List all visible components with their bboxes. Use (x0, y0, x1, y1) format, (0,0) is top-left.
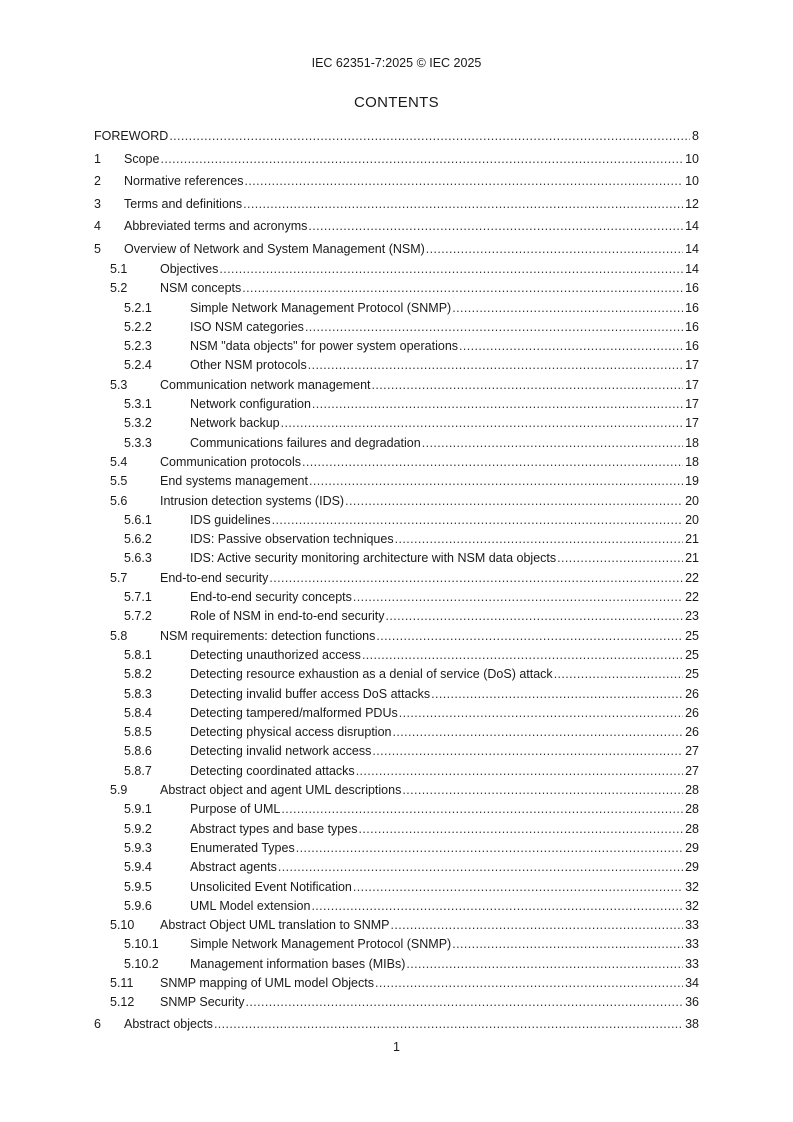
toc-dot-leader (393, 723, 684, 742)
toc-dot-leader (272, 511, 683, 530)
toc-entry-number: 5.8.3 (124, 686, 152, 701)
toc-entry-title: Detecting tampered/malformed PDUs (190, 705, 398, 720)
toc-dot-leader (169, 125, 690, 148)
toc-entry[interactable] (94, 665, 699, 684)
toc-entry-title: Abstract Object UML translation to SNMP (160, 918, 390, 933)
toc-entry-page: 16 (685, 339, 699, 354)
toc-entry[interactable] (94, 318, 699, 337)
toc-entry[interactable] (94, 588, 699, 607)
toc-entry-number: 5.12 (110, 995, 135, 1010)
toc-entry-title: Intrusion detection systems (IDS) (160, 493, 345, 508)
toc-dot-leader (245, 170, 684, 193)
toc-dot-leader (399, 704, 683, 723)
toc-entry-title: IDS: Passive observation techniques (190, 532, 394, 547)
toc-entry-number: 5.2.4 (124, 358, 152, 373)
toc-entry-number: 6 (94, 1016, 101, 1031)
toc-entry-page: 21 (685, 551, 699, 566)
toc-entry-number: 5.8 (110, 628, 128, 643)
toc-dot-leader (281, 800, 683, 819)
toc-entry-title: Objectives (160, 262, 219, 276)
toc-entry[interactable] (94, 125, 699, 148)
toc-entry-title: Simple Network Management Protocol (SNMP) (190, 300, 452, 315)
toc-entry-number: 5.3 (110, 377, 128, 392)
toc-entry-number: 5.1 (110, 262, 128, 276)
toc-entry-page: 14 (685, 262, 699, 276)
page-number: 1 (393, 1040, 400, 1054)
toc-dot-leader (372, 376, 684, 395)
toc-entry-title: NSM requirements: detection functions (160, 628, 376, 643)
toc-entry[interactable] (94, 569, 699, 588)
toc-entry[interactable] (94, 704, 699, 723)
toc-dot-leader (402, 781, 683, 800)
toc-entry[interactable] (94, 193, 699, 216)
toc-entry-title: Other NSM protocols (190, 358, 307, 373)
toc-entry[interactable] (94, 472, 699, 491)
toc-entry-page: 38 (685, 1016, 699, 1031)
toc-entry-page: 17 (685, 377, 699, 392)
toc-entry-page: 12 (685, 196, 699, 211)
toc-entry-page: 23 (685, 609, 699, 624)
toc-entry-title: Detecting unauthorized access (190, 647, 361, 662)
toc-entry-page: 22 (685, 570, 699, 585)
toc-entry-number: 5.2 (110, 281, 128, 296)
toc-entry-number: 5.9.4 (124, 860, 152, 875)
toc-entry-number: 5.2.1 (124, 300, 152, 315)
toc-dot-leader (246, 993, 684, 1012)
toc-entry-page: 18 (685, 435, 699, 450)
toc-entry-number: 4 (94, 219, 101, 233)
toc-dot-leader (431, 685, 683, 704)
toc-entry-title: SNMP mapping of UML model Objects (160, 975, 374, 990)
toc-entry[interactable] (94, 356, 699, 375)
toc-entry-number: 5.11 (110, 975, 134, 990)
toc-entry-title: Role of NSM in end-to-end security (190, 609, 385, 624)
toc-entry-page: 20 (685, 493, 699, 508)
toc-entry-title: Communication network management (160, 377, 371, 392)
toc-entry[interactable] (94, 170, 699, 193)
toc-dot-leader (353, 588, 683, 607)
toc-entry[interactable] (94, 215, 699, 238)
page-title: CONTENTS (354, 94, 439, 111)
toc-dot-leader (278, 858, 683, 877)
toc-entry-number: 5.7.1 (124, 590, 152, 605)
toc-entry-page: 32 (685, 879, 699, 894)
toc-entry[interactable] (94, 492, 699, 511)
toc-dot-leader (345, 492, 683, 511)
toc-dot-leader (376, 627, 683, 646)
toc-entry-number: 5.10.2 (124, 956, 159, 971)
toc-entry-title: Abstract objects (124, 1016, 213, 1031)
toc-entry-title: Detecting coordinated attacks (190, 763, 355, 778)
toc-entry[interactable] (94, 530, 699, 549)
toc-entry-title: Abstract object and agent UML descriptions (160, 783, 402, 798)
toc-entry-title: End-to-end security concepts (190, 590, 352, 605)
toc-entry-number: 5.2.3 (124, 339, 152, 354)
toc-entry-number: 5.9.3 (124, 840, 152, 855)
toc-entry-page: 33 (685, 918, 699, 933)
toc-dot-leader (160, 148, 683, 171)
toc-entry[interactable] (94, 839, 699, 858)
toc-entry[interactable] (94, 800, 699, 819)
toc-entry-number: 5.8.5 (124, 725, 152, 740)
toc-entry-number: 5.3.2 (124, 416, 152, 431)
toc-entry-page: 33 (685, 956, 699, 971)
toc-entry[interactable] (94, 279, 699, 298)
toc-entry-page: 36 (685, 995, 699, 1010)
toc-entry[interactable] (94, 627, 699, 646)
toc-entry-title: SNMP Security (160, 995, 245, 1010)
toc-dot-leader (353, 878, 683, 897)
toc-entry-number: 5.2.2 (124, 319, 152, 334)
toc-entry-page: 22 (685, 590, 699, 605)
toc-entry-number: 5.6.3 (124, 551, 152, 566)
page-header: IEC 62351-7:2025 © IEC 2025 (311, 56, 482, 70)
toc-entry-title: ISO NSM categories (190, 319, 304, 334)
toc-entry-number: 5.6 (110, 493, 128, 508)
toc-entry-title: Detecting invalid network access (190, 744, 372, 759)
toc-entry-page: 18 (685, 454, 699, 469)
toc-dot-leader (386, 607, 684, 626)
toc-entry[interactable] (94, 395, 699, 414)
toc-entry-number: 5.9.2 (124, 821, 152, 836)
toc-entry[interactable] (94, 820, 699, 839)
toc-entry[interactable] (94, 762, 699, 781)
toc-entry[interactable] (94, 376, 699, 395)
toc-entry[interactable] (94, 646, 699, 665)
toc-entry[interactable] (94, 453, 699, 472)
toc-entry[interactable] (94, 549, 699, 568)
toc-entry-page: 33 (685, 937, 699, 952)
toc-dot-leader (557, 549, 683, 568)
toc-dot-leader (312, 395, 683, 414)
toc-entry[interactable] (94, 897, 699, 916)
toc-entry[interactable] (94, 993, 699, 1012)
toc-entry-title: FOREWORD (94, 129, 169, 143)
toc-dot-leader (390, 916, 683, 935)
toc-entry[interactable] (94, 878, 699, 897)
toc-entry[interactable] (94, 299, 699, 318)
toc-entry[interactable] (94, 935, 699, 954)
toc-entry[interactable] (94, 260, 699, 279)
toc-entry-title: Normative references (124, 174, 244, 188)
toc-dot-leader (406, 955, 683, 974)
toc-entry[interactable] (94, 511, 699, 530)
toc-entry-title: NSM concepts (160, 281, 242, 296)
toc-entry-number: 5.3.3 (124, 435, 152, 450)
toc-entry-title: IDS guidelines (190, 512, 271, 527)
toc-entry-title: Overview of Network and System Management (NSM) (124, 241, 425, 256)
toc-dot-leader (242, 279, 683, 298)
toc-dot-leader (309, 472, 683, 491)
toc-dot-leader (281, 414, 683, 433)
toc-dot-leader (269, 569, 683, 588)
toc-entry[interactable] (94, 916, 699, 935)
toc-entry[interactable] (94, 685, 699, 704)
toc-dot-leader (426, 238, 683, 261)
toc-dot-leader (452, 299, 683, 318)
toc-entry-page: 14 (685, 241, 699, 256)
toc-entry-title: Communication protocols (160, 454, 302, 469)
toc-entry-page: 16 (685, 300, 699, 315)
toc-entry-title: Detecting physical access disruption (190, 725, 392, 740)
toc-entry-title: Management information bases (MIBs) (190, 956, 406, 971)
toc-dot-leader (356, 762, 683, 781)
toc-entry-page: 26 (685, 686, 699, 701)
toc-entry-page: 28 (685, 783, 699, 798)
toc-entry-number: 5.9.5 (124, 879, 152, 894)
toc-entry-page: 19 (685, 474, 699, 489)
toc-entry-page: 17 (685, 416, 699, 431)
toc-entry-number: 5.7 (110, 570, 128, 585)
toc-entry-page: 27 (685, 744, 699, 759)
toc-entry-title: UML Model extension (190, 898, 311, 913)
toc-entry-page: 26 (685, 725, 699, 740)
toc-entry-page: 32 (685, 898, 699, 913)
toc-entry-title: End systems management (160, 474, 308, 489)
toc-dot-leader (305, 318, 683, 337)
toc-dot-leader (395, 530, 684, 549)
toc-entry[interactable] (94, 858, 699, 877)
toc-entry[interactable] (94, 1013, 699, 1036)
toc-entry-title: Abstract types and base types (190, 821, 358, 836)
toc-entry-page: 17 (685, 358, 699, 373)
toc-entry-title: Network backup (190, 416, 280, 431)
toc-entry-page: 17 (685, 397, 699, 412)
toc-dot-leader (452, 935, 683, 954)
toc-entry-title: NSM "data objects" for power system operations (190, 339, 459, 354)
toc-entry[interactable] (94, 742, 699, 761)
toc-entry-number: 5.10.1 (124, 937, 159, 952)
toc-entry-title: IDS: Active security monitoring architecture with NSM data objects (190, 551, 557, 566)
toc-entry-number: 1 (94, 151, 101, 166)
toc-entry-page: 29 (685, 860, 699, 875)
toc-entry-page: 16 (685, 319, 699, 334)
toc-entry-number: 5.8.7 (124, 763, 152, 778)
toc-entry-title: Detecting invalid buffer access DoS attacks (190, 686, 431, 701)
toc-entry-page: 16 (685, 281, 699, 296)
toc-entry-page: 26 (685, 705, 699, 720)
toc-entry[interactable] (94, 148, 699, 171)
toc-entry-number: 5.6.1 (124, 512, 152, 527)
toc-dot-leader (302, 453, 683, 472)
toc-entry-page: 34 (685, 975, 699, 990)
toc-entry[interactable] (94, 781, 699, 800)
toc-dot-leader (362, 646, 683, 665)
toc-entry-number: 5.7.2 (124, 609, 152, 624)
toc-entry[interactable] (94, 238, 699, 261)
toc-entry[interactable] (94, 414, 699, 433)
toc-entry-page: 21 (685, 532, 699, 547)
toc-entry[interactable] (94, 974, 699, 993)
toc-entry-page: 8 (692, 129, 699, 143)
toc-entry[interactable] (94, 955, 699, 974)
toc-entry-page: 10 (685, 151, 699, 166)
toc-entry-title: Detecting resource exhaustion as a denial of service (DoS) attack (190, 667, 553, 682)
toc-entry-title: Simple Network Management Protocol (SNMP) (190, 937, 452, 952)
toc-entry-number: 5.6.2 (124, 532, 152, 547)
toc-entry-number: 5.9.6 (124, 898, 152, 913)
toc-entry-title: Terms and definitions (124, 196, 243, 211)
toc-dot-leader (296, 839, 683, 858)
toc-entry-number: 5 (94, 241, 101, 256)
toc-dot-leader (459, 337, 683, 356)
toc-entry-title: Unsolicited Event Notification (190, 879, 352, 894)
toc-entry-page: 27 (685, 763, 699, 778)
toc-entry-number: 5.5 (110, 474, 128, 489)
toc-dot-leader (375, 974, 683, 993)
toc-dot-leader (358, 820, 683, 839)
toc-entry-title: Network configuration (190, 397, 311, 412)
toc-dot-leader (243, 193, 683, 216)
toc-dot-leader (372, 742, 683, 761)
toc-dot-leader (422, 434, 683, 453)
toc-entry[interactable] (94, 607, 699, 626)
toc-entry-page: 25 (685, 647, 699, 662)
toc-entry-title: Enumerated Types (190, 840, 295, 855)
toc-entry-page: 25 (685, 628, 699, 643)
toc-entry-number: 2 (94, 174, 101, 188)
toc-entry-title: Purpose of UML (190, 802, 281, 817)
toc-dot-leader (554, 665, 683, 684)
toc-entry-title: End-to-end security (160, 570, 269, 585)
toc-dot-leader (308, 356, 683, 375)
toc-entry-title: Communications failures and degradation (190, 435, 421, 450)
toc-entry-title: Abstract agents (190, 860, 277, 875)
toc-entry-page: 28 (685, 802, 699, 817)
toc-dot-leader (311, 897, 683, 916)
toc-entry-number: 5.8.1 (124, 647, 152, 662)
toc-entry-number: 5.10 (110, 918, 135, 933)
toc-entry-number: 5.3.1 (124, 397, 152, 412)
toc-entry-page: 14 (685, 219, 699, 233)
toc-entry-number: 5.9.1 (124, 802, 152, 817)
toc-entry-page: 20 (685, 512, 699, 527)
toc-entry-number: 3 (94, 196, 101, 211)
toc-entry-number: 5.4 (110, 454, 128, 469)
toc-entry-title: Abbreviated terms and acronyms (124, 219, 308, 233)
toc-entry-number: 5.8.2 (124, 667, 152, 682)
toc-entry-page: 28 (685, 821, 699, 836)
toc-entry[interactable] (94, 723, 699, 742)
toc-entry-page: 10 (685, 174, 699, 188)
toc-entry-number: 5.8.4 (124, 705, 152, 720)
toc-entry[interactable] (94, 337, 699, 356)
toc-entry-page: 25 (685, 667, 699, 682)
toc-dot-leader (219, 260, 683, 279)
toc-dot-leader (308, 215, 683, 238)
table-of-contents (94, 125, 699, 1035)
toc-entry-number: 5.8.6 (124, 744, 152, 759)
toc-dot-leader (214, 1013, 683, 1036)
toc-entry-page: 29 (685, 840, 699, 855)
toc-entry-title: Scope (124, 151, 160, 166)
toc-entry-number: 5.9 (110, 783, 128, 798)
toc-entry[interactable] (94, 434, 699, 453)
